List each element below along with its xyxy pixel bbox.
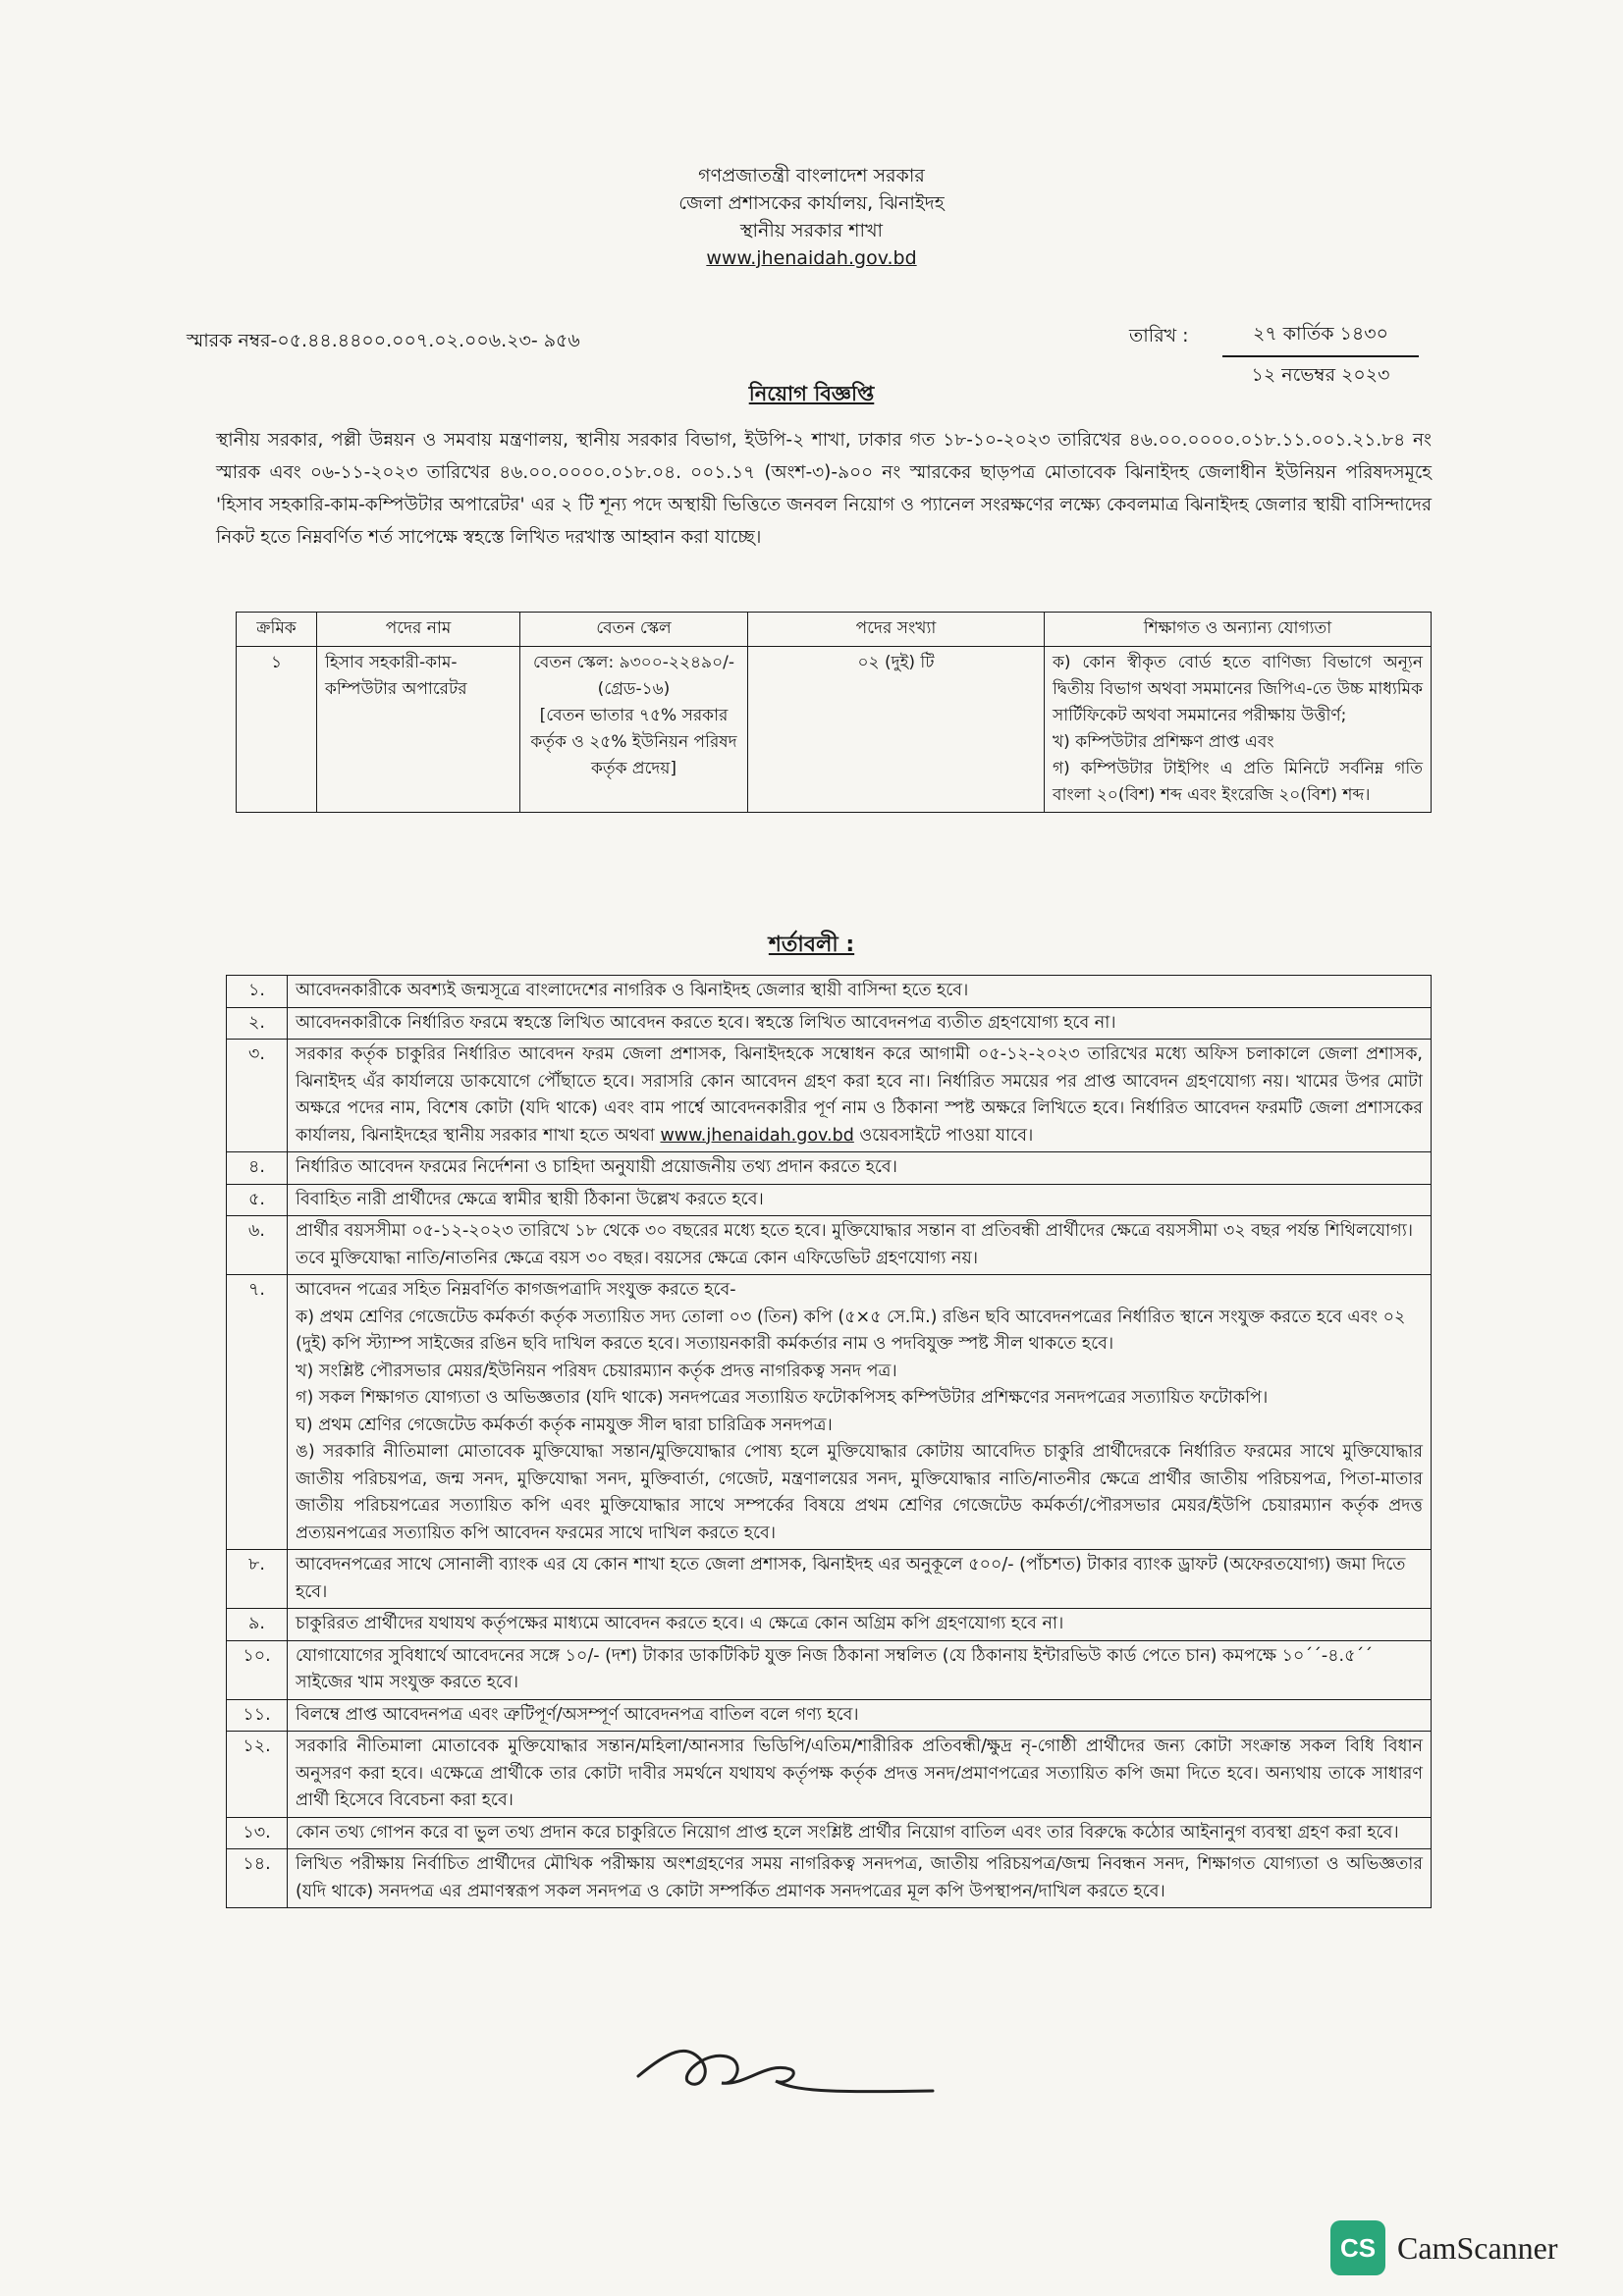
term-7-a: ক) প্রথম শ্রেণির গেজেটেড কর্মকর্তা কর্তৃক সত্যায়িত সদ্য তোলা ০৩ (তিন) কপি (৫×৫ সে.মি.) রঙিন ছবি আবেদনপত্রের নির্ধারিত স্থানে সংযুক্ত করতে হবে এবং ০২ (দুই) কপি স্ট্যাম্প সাইজের রঙিন ছবি দাখিল করতে হবে। সত্যায়নকারী কর্মকর্তার নাম ও পদবিযুক্ত স্পষ্ট সীল থাকতে হবে। [296, 1307, 1406, 1354]
table-row [227, 1550, 1432, 1609]
cell-scale [520, 647, 748, 813]
date-bangla: ২৭ কার্তিক ১৪৩০ [1222, 316, 1419, 357]
header-serial: ক্রমিক [237, 613, 317, 647]
term-text: প্রার্থীর বয়সসীমা ০৫-১২-২০২৩ তারিখে ১৮ থেকে ৩০ বছরের মধ্যে হতে হবে। মুক্তিযোদ্ধার সন্তান বা প্রতিবন্ধী প্রার্থীদের ক্ষেত্রে বয়সসীমা ৩২ বছর পর্যন্ত শিথিলযোগ্য। তবে মুক্তিযোদ্ধা নাতি/নাতনির ক্ষেত্রে বয়স ৩০ বছর। বয়সের ক্ষেত্রে কোন এফিডেভিট গ্রহণযোগ্য নয়। [288, 1216, 1432, 1275]
terms-table [226, 975, 1432, 1908]
term-number: ১৪. [227, 1849, 288, 1908]
term-7-b: খ) সংশ্লিষ্ট পৌরসভার মেয়র/ইউনিয়ন পরিষদ চেয়ারম্যান কর্তৃক প্রদত্ত নাগরিকত্ব সনদ পত্র। [296, 1361, 897, 1381]
terms-title: শর্তাবলী : [768, 933, 855, 957]
term-7-c: গ) সকল শিক্ষাগত যোগ্যতা ও অভিজ্ঞতার (যদি থাকে) সনদপত্রের সত্যায়িত ফটোকপিসহ কম্পিউটার প্রশিক্ষণের সনদপত্রের সত্যায়িত ফটোকপি। [296, 1388, 1269, 1408]
term-number: ৬. [227, 1216, 288, 1275]
govt-name: গণপ্রজাতন্ত্রী বাংলাদেশ সরকার [698, 165, 925, 187]
camscanner-brand: CamScanner [1397, 2229, 1558, 2266]
term-number: ১২. [227, 1732, 288, 1818]
term-number: ২. [227, 1007, 288, 1040]
website-link[interactable]: www.jhenaidah.gov.bd [660, 1125, 854, 1146]
website-link[interactable]: www.jhenaidah.gov.bd [706, 247, 917, 269]
table-row [227, 1609, 1432, 1641]
table-row [227, 1817, 1432, 1849]
table-row [227, 976, 1432, 1008]
term-text: চাকুরিরত প্রার্থীদের যথাযথ কর্তৃপক্ষের মাধ্যমে আবেদন করতে হবে। এ ক্ষেত্রে কোন অগ্রিম কপি গ্রহণযোগ্য হবে না। [288, 1609, 1432, 1641]
table-row [227, 1732, 1432, 1818]
qualification-c: গ) কম্পিউটার টাইপিং এ প্রতি মিনিটে সর্বনিম্ন গতি বাংলা ২০(বিশ) শব্দ এবং ইংরেজি ২০(বিশ) শব্দ। [1053, 759, 1423, 805]
table-row [227, 1849, 1432, 1908]
notice-title: নিয়োগ বিজ্ঞপ্তি [748, 382, 875, 405]
table-row [227, 1699, 1432, 1732]
post-table [236, 612, 1432, 813]
term-text: লিখিত পরীক্ষায় নির্বাচিত প্রার্থীদের মৌখিক পরীক্ষায় অংশগ্রহণের সময় নাগরিকত্ব সনদপত্র, জাতীয় পরিচয়পত্র/জন্ম নিবন্ধন সনদ, শিক্ষাগত যোগ্যতা ও অভিজ্ঞতার (যদি থাকে) সনদপত্র এর প্রমাণস্বরূপ সকল সনদপত্র ও কোটা সম্পর্কিত প্রমাণক সনদপত্রের মূল কপি উপস্থাপন/দাখিল করতে হবে। [288, 1849, 1432, 1908]
memo-number: স্মারক নম্বর-০৫.৪৪.৪৪০০.০০৭.০২.০০৬.২৩- ৯৫৬ [187, 330, 580, 351]
office-name: জেলা প্রশাসকের কার্যালয়, ঝিনাইদহ [678, 192, 945, 214]
intro-paragraph: স্থানীয় সরকার, পল্লী উন্নয়ন ও সমবায় মন্ত্রণালয়, স্থানীয় সরকার বিভাগ, ইউপি-২ শাখা, ঢাকার গত ১৮-১০-২০২৩ তারিখের ৪৬.০০.০০০০.০১৮.১১.০০১.২১.৮৪ নং স্মারক এবং ০৬-১১-২০২৩ তারিখের ৪৬.০০.০০০০.০১৮.০৪. ০০১.১৭ (অংশ-৩)-৯০০ নং স্মারকের ছাড়পত্র মোতাবেক ঝিনাইদহ জেলাধীন ইউনিয়ন পরিষদসমূহে 'হিসাব সহকারি-কাম-কম্পিউটার অপারেটর' এর ২ টি শূন্য পদে অস্থায়ী ভিত্তিতে জনবল নিয়োগ ও প্যানেল সংরক্ষণের লক্ষ্যে কেবলমাত্র ঝিনাইদহ জেলার স্থায়ী বাসিন্দাদের নিকট হতে নিম্নবর্ণিত শর্ত সাপেক্ষে স্বহস্তে লিখিত দরখাস্ত আহ্বান করা যাচ্ছে। [216, 430, 1432, 548]
scale-note: [বেতন ভাতার ৭৫% সরকার কর্তৃক ও ২৫% ইউনিয়ন পরিষদ কর্তৃক প্রদেয়] [530, 706, 737, 778]
post-table-header [237, 613, 1432, 647]
term-number: ৯. [227, 1609, 288, 1641]
term-number: ৫. [227, 1184, 288, 1216]
term-7-d: ঘ) প্রথম শ্রেণির গেজেটেড কর্মকর্তা কর্তৃক নামযুক্ত সীল দ্বারা চারিত্রিক সনদপত্র। [296, 1415, 833, 1435]
signature-icon [628, 2032, 943, 2101]
term-text: কোন তথ্য গোপন করে বা ভুল তথ্য প্রদান করে চাকুরিতে নিয়োগ প্রাপ্ত হলে সংশ্লিষ্ট প্রার্থীর নিয়োগ বাতিল এবং তার বিরুদ্ধে কঠোর আইনানুগ ব্যবস্থা গ্রহণ করা হবে। [288, 1817, 1432, 1849]
cell-count: ০২ (দুই) টি [748, 647, 1045, 813]
term-number: ১. [227, 976, 288, 1008]
term-number: ১০. [227, 1640, 288, 1699]
cell-qualification [1045, 647, 1432, 813]
letterhead [0, 162, 1623, 272]
table-row [227, 1216, 1432, 1275]
term-text: বিবাহিত নারী প্রার্থীদের ক্ষেত্রে স্বামীর স্থায়ী ঠিকানা উল্লেখ করতে হবে। [288, 1184, 1432, 1216]
date-label: তারিখ : [1129, 325, 1189, 347]
term-text: বিলম্বে প্রাপ্ত আবেদনপত্র এবং ত্রুটিপূর্ণ/অসম্পূর্ণ আবেদনপত্র বাতিল বলে গণ্য হবে। [288, 1699, 1432, 1732]
header-count: পদের সংখ্যা [748, 613, 1045, 647]
header-scale: বেতন স্কেল [520, 613, 748, 647]
qualification-a: ক) কোন স্বীকৃত বোর্ড হতে বাণিজ্য বিভাগে অন্যূন দ্বিতীয় বিভাগ অথবা সমমানের জিপিএ-তে উচ্চ মাধ্যমিক সার্টিফিকেট অথবা সমমানের পরীক্ষায় উত্তীর্ণ; [1053, 653, 1423, 725]
table-row [227, 1040, 1432, 1152]
term-number: ৩. [227, 1040, 288, 1152]
term-number: ১৩. [227, 1817, 288, 1849]
branch-name: স্থানীয় সরকার শাখা [739, 220, 884, 241]
table-row [227, 1184, 1432, 1216]
grade-line: (গ্রেড-১৬) [597, 679, 671, 699]
table-row [227, 1152, 1432, 1185]
term-text [288, 1275, 1432, 1550]
camscanner-logo-icon: CS [1330, 2220, 1385, 2275]
date-english: ১২ নভেম্বর ২০২৩ [1251, 364, 1390, 386]
term-number: ৪. [227, 1152, 288, 1185]
term-7-intro: আবেদন পত্রের সহিত নিম্নবর্ণিত কাগজপত্রাদি সংযুক্ত করতে হবে- [296, 1280, 736, 1300]
term-text: আবেদনকারীকে অবশ্যই জন্মসূত্রে বাংলাদেশের নাগরিক ও ঝিনাইদহ জেলার স্থায়ী বাসিন্দা হতে হবে। [288, 976, 1432, 1008]
term-text: সরকার কর্তৃক চাকুরির নির্ধারিত আবেদন ফরম জেলা প্রশাসক, ঝিনাইদহকে সম্বোধন করে আগামী ০৫-১২-২০২৩ তারিখের মধ্যে অফিস চলাকালে জেলা প্রশাসক, ঝিনাইদহ এঁর কার্যালয়ে ডাকযোগে পৌঁছাতে হবে। সরাসরি কোন আবেদন গ্রহণ করা হবে না। নির্ধারিত সময়ের পর প্রাপ্ত আবেদন গ্রহণযোগ্য নয়। খামের উপর মোটা অক্ষরে পদের নাম, বিশেষ কোটা (যদি থাকে) এবং বাম পার্শ্বে আবেদনকারীর পূর্ণ নাম ও ঠিকানা স্পষ্ট অক্ষরে লিখিতে হবে। নির্ধারিত আবেদন ফরমটি জেলা প্রশাসকের কার্যালয়, ঝিনাইদহের স্থানীয় সরকার শাখা হতে অথবা www.jhenaidah.gov.bd ওয়েবসাইটে পাওয়া যাবে। [288, 1040, 1432, 1152]
term-text: সরকারি নীতিমালা মোতাবেক মুক্তিযোদ্ধার সন্তান/মহিলা/আনসার ভিডিপি/এতিম/শারীরিক প্রতিবন্ধী/ক্ষুদ্র নৃ-গোষ্ঠী প্রার্থীদের জন্য কোটা সংক্রান্ত সকল বিধি বিধান অনুসরণ করা হবে। এক্ষেত্রে প্রার্থীকে তার কোটা দাবীর সমর্থনে যথাযথ কর্তৃপক্ষ কর্তৃক প্রদত্ত সনদ/প্রমাণপত্রের সত্যায়িত কপি জমা দিতে হবে। অন্যথায় তাকে সাধারণ প্রার্থী হিসেবে বিবেচনা করা হবে। [288, 1732, 1432, 1818]
camscanner-watermark [1330, 2220, 1558, 2275]
table-row [227, 1007, 1432, 1040]
header-post: পদের নাম [317, 613, 520, 647]
table-row [237, 647, 1432, 813]
table-row [227, 1640, 1432, 1699]
term-text: আবেদনকারীকে নির্ধারিত ফরমে স্বহস্তে লিখিত আবেদন করতে হবে। স্বহস্তে লিখিত আবেদনপত্র ব্যতীত গ্রহণযোগ্য হবে না। [288, 1007, 1432, 1040]
scale-line: বেতন স্কেল: ৯৩০০-২২৪৯০/- [532, 653, 735, 672]
term-number: ১১. [227, 1699, 288, 1732]
term-7-e: ঙ) সরকারি নীতিমালা মোতাবেক মুক্তিযোদ্ধা সন্তান/মুক্তিযোদ্ধার পোষ্য হলে মুক্তিযোদ্ধার কোটায় আবেদিত চাকুরি প্রার্থীদেরকে নির্ধারিত ফরমের সাথে মুক্তিযোদ্ধার জাতীয় পরিচয়পত্র, জন্ম সনদ, মুক্তিযোদ্ধা সনদ, মুক্তিবার্তা, গেজেট, মন্ত্রণালয়ের সনদ, মুক্তিযোদ্ধার নাতি/নাতনীর ক্ষেত্রে প্রার্থীর জাতীয় পরিচয়পত্র, পিতা-মাতার জাতীয় পরিচয়পত্রের সত্যায়িত কপি এবং মুক্তিযোদ্ধার সাথে সম্পর্কের বিষয়ে প্রথম শ্রেণির গেজেটেড কর্মকর্তা/পৌরসভার মেয়র/ইউপি চেয়ারম্যান কর্তৃক প্রদত্ত প্রত্যয়নপত্রের সত্যায়িত কপি আবেদন ফরমের সাথে দাখিল করতে হবে। [296, 1442, 1423, 1543]
term-number: ৮. [227, 1550, 288, 1609]
term-text: যোগাযোগের সুবিধার্থে আবেদনের সঙ্গে ১০/- (দশ) টাকার ডাকটিকিট যুক্ত নিজ ঠিকানা সম্বলিত (যে ঠিকানায় ইন্টারভিউ কার্ড পেতে চান) কমপক্ষে ১০´´-৪.৫´´ সাইজের খাম সংযুক্ত করতে হবে। [288, 1640, 1432, 1699]
header-qualification: শিক্ষাগত ও অন্যান্য যোগ্যতা [1045, 613, 1432, 647]
term-number: ৭. [227, 1275, 288, 1550]
cell-serial: ১ [237, 647, 317, 813]
term-text: নির্ধারিত আবেদন ফরমের নির্দেশনা ও চাহিদা অনুযায়ী প্রয়োজনীয় তথ্য প্রদান করতে হবে। [288, 1152, 1432, 1185]
table-row [227, 1275, 1432, 1550]
qualification-b: খ) কম্পিউটার প্রশিক্ষণ প্রাপ্ত এবং [1053, 732, 1274, 752]
cell-post: হিসাব সহকারী-কাম-কম্পিউটার অপারেটর [317, 647, 520, 813]
term-text: আবেদনপত্রের সাথে সোনালী ব্যাংক এর যে কোন শাখা হতে জেলা প্রশাসক, ঝিনাইদহ এর অনুকূলে ৫০০/- (পাঁচশত) টাকার ব্যাংক ড্রাফট (অফেরতযোগ্য) জমা দিতে হবে। [288, 1550, 1432, 1609]
